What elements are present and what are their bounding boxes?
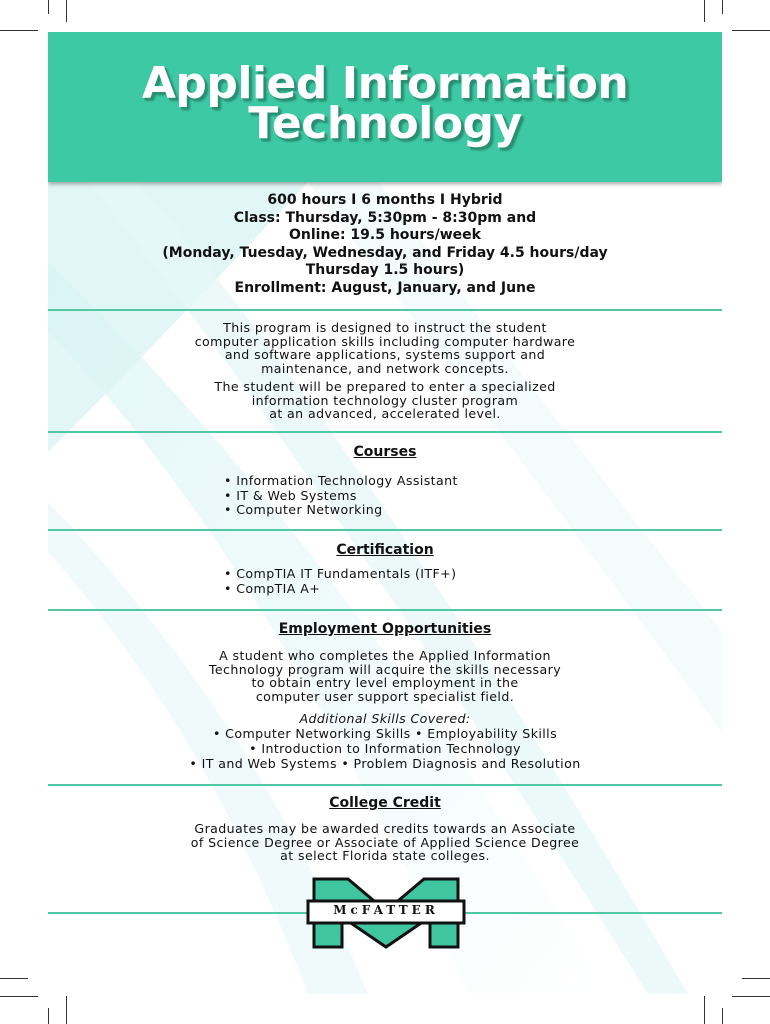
- flyer-card: [48, 32, 722, 994]
- skills-line: • IT and Web Systems • Problem Diagnosis and Resolution: [189, 755, 581, 771]
- credit-line: Graduates may be awarded credits towards an Associate: [194, 821, 576, 836]
- divider: [48, 309, 722, 311]
- program-description-2: [48, 380, 722, 421]
- list-item: • CompTIA IT Fundamentals (ITF+): [224, 566, 457, 581]
- skills-line: • Introduction to Information Technology: [249, 740, 521, 756]
- crop-mark: [0, 30, 38, 31]
- title-line-2: Technology: [248, 98, 522, 149]
- mcfatter-logo: [306, 877, 466, 949]
- employment-text: [48, 649, 722, 703]
- skills-list: [48, 727, 722, 771]
- list-item: • Information Technology Assistant: [224, 473, 458, 488]
- crop-mark: [48, 0, 49, 14]
- logo-text: McFATTER: [333, 903, 439, 917]
- employment-line: Technology program will acquire the skills necessary: [208, 661, 562, 677]
- skills-line: • Computer Networking Skills • Employability Skills: [212, 726, 558, 741]
- list-item: • IT & Web Systems: [224, 487, 357, 503]
- employment-line: computer user support specialist field.: [255, 688, 515, 704]
- crop-mark: [704, 996, 705, 1024]
- description-line: This program is designed to instruct the student: [223, 320, 547, 335]
- crop-mark: [742, 978, 770, 979]
- credit-line: at select Florida state colleges.: [280, 848, 490, 864]
- crop-mark: [722, 0, 723, 14]
- description-line: computer application skills including computer hardware: [194, 333, 576, 349]
- college-credit-text: [48, 822, 722, 863]
- crop-mark: [0, 996, 38, 997]
- crop-mark: [48, 1008, 49, 1024]
- courses-list: [224, 474, 458, 518]
- description-line: maintenance, and network concepts.: [261, 360, 509, 376]
- crop-mark: [66, 996, 67, 1024]
- description-line: information technology cluster program: [251, 392, 519, 408]
- detail-line: Class: Thursday, 5:30pm - 8:30pm and: [233, 209, 537, 226]
- detail-line: 600 hours I 6 months I Hybrid: [267, 192, 503, 208]
- list-item: • CompTIA A+: [224, 580, 321, 596]
- crop-mark: [704, 0, 705, 22]
- crop-mark: [722, 1008, 723, 1024]
- credit-line: of Science Degree or Associate of Applied Science Degree: [190, 834, 580, 850]
- college-credit-heading: College Credit: [329, 795, 441, 811]
- detail-line: Enrollment: August, January, and June: [234, 279, 536, 296]
- certification-list: [224, 567, 456, 596]
- divider: [48, 431, 722, 433]
- crop-mark: [0, 978, 28, 979]
- courses-heading: Courses: [353, 444, 417, 460]
- employment-heading: Employment Opportunities: [278, 621, 492, 637]
- divider: [48, 784, 722, 786]
- employment-line: A student who completes the Applied Information: [219, 648, 551, 663]
- detail-line: Online: 19.5 hours/week: [289, 227, 481, 243]
- list-item: • Computer Networking: [224, 502, 383, 517]
- title-line-1: Applied Information: [141, 58, 629, 109]
- program-details: [48, 192, 722, 297]
- page-title: [48, 58, 722, 149]
- crop-mark: [732, 996, 770, 997]
- divider: [48, 529, 722, 531]
- description-line: The student will be prepared to enter a specialized: [214, 379, 556, 394]
- divider: [48, 609, 722, 611]
- additional-skills-label: Additional Skills Covered:: [299, 711, 471, 726]
- crop-mark: [732, 30, 770, 31]
- detail-line: Thursday 1.5 hours): [305, 262, 465, 278]
- detail-line: (Monday, Tuesday, Wednesday, and Friday 4.5 hours/day: [162, 244, 608, 261]
- employment-line: to obtain entry level employment in the: [251, 675, 519, 691]
- crop-mark: [66, 0, 67, 22]
- certification-heading: Certification: [336, 542, 434, 558]
- description-line: and software applications, systems support and: [224, 347, 546, 363]
- program-description: [48, 321, 722, 375]
- description-line: at an advanced, accelerated level.: [269, 406, 501, 422]
